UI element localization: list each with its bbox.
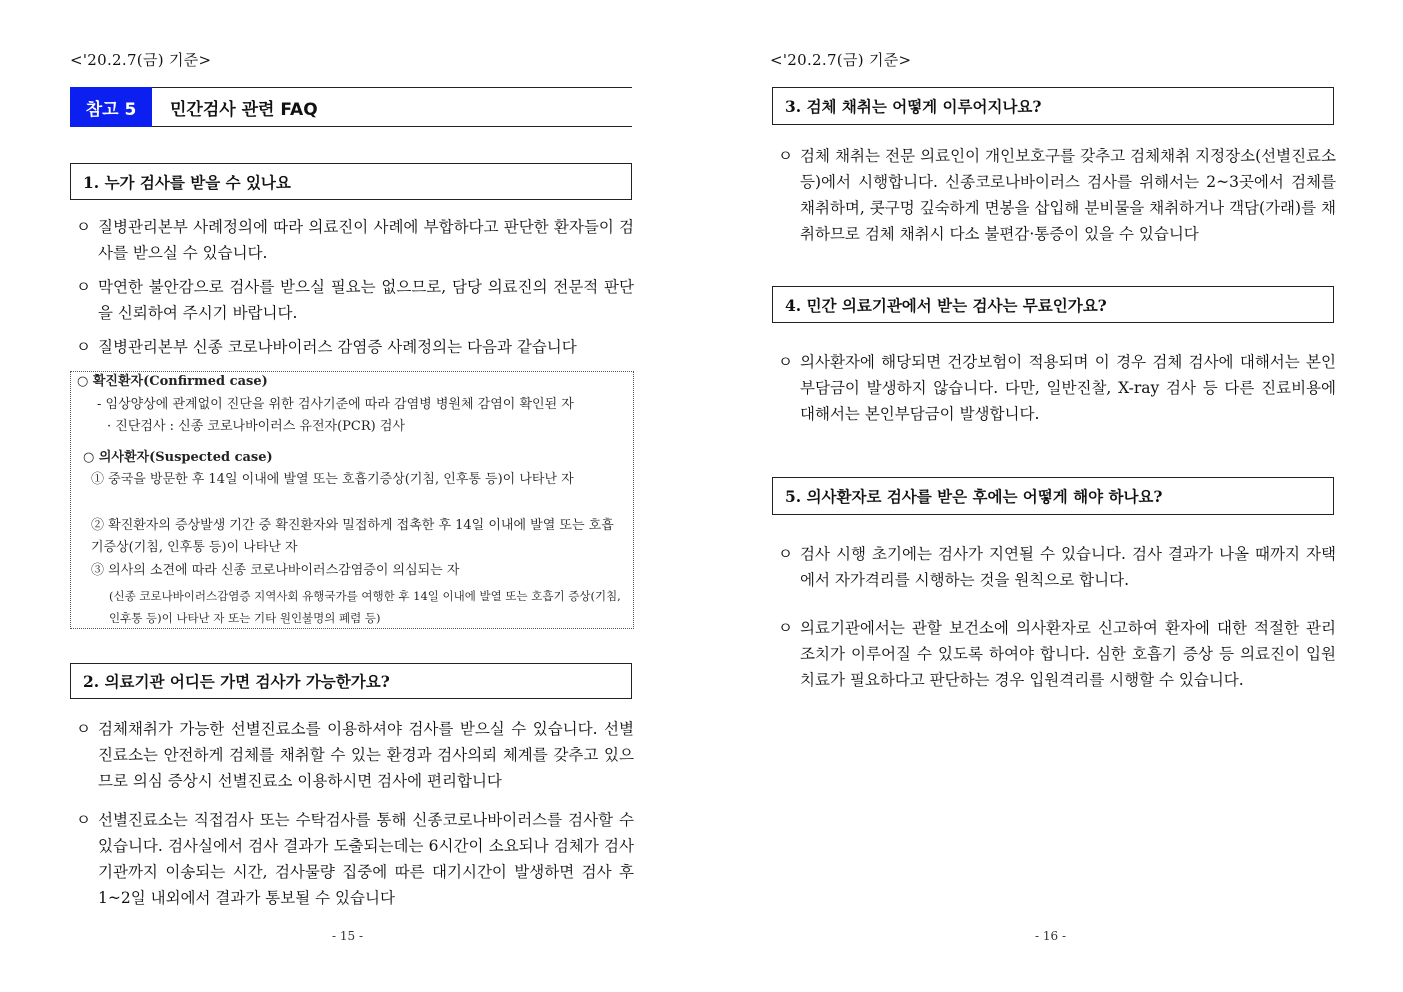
- bullet-icon: ㅇ: [778, 147, 793, 165]
- q4-item-1: ㅇ 의사환자에 해당되면 건강보험이 적용되며 이 경우 검체 검사에 대해서는 본인부담금이 발생하지 않습니다. 다만, 일반진찰, X-ray 검사 등 다른 진료비용에 대해서는 본인부담금이 발생합니다.: [778, 349, 1336, 427]
- bullet-icon: ㅇ: [76, 811, 91, 829]
- suspected-case-title: ○ 의사환자(Suspected case): [83, 450, 273, 465]
- bullet-icon: ㅇ: [778, 619, 793, 637]
- suspected-case-3: ③ 의사의 소견에 따라 신종 코로나바이러스감염증이 의심되는 자: [91, 563, 460, 578]
- q3-item-1: ㅇ 검체 채취는 전문 의료인이 개인보호구를 갖추고 검체채취 지정장소(선별진료소 등)에서 시행합니다. 신종코로나바이러스 검사를 위해서는 2~3곳에서 검체를 채취하며, 콧구멍 깊숙하게 면봉을 삽입해 분비물을 채취하거나 객담(가래)를 채취하므로 검체 채취시 다소 불편감·통증이 있을 수 있습니다: [778, 143, 1336, 247]
- left-date: <'20.2.7(금) 기준>: [70, 51, 212, 69]
- q5-item-2: ㅇ 의료기관에서는 관할 보건소에 의사환자로 신고하여 환자에 대한 적절한 관리 조치가 이루어질 수 있도록 하여야 합니다. 심한 호흡기 증상 등 의료진이 입원치료가 필요하다고 판단하는 경우 입원격리를 시행할 수 있습니다.: [778, 615, 1336, 693]
- suspected-case-2: ② 확진환자의 증상발생 기간 중 확진환자와 밀접하게 접촉한 후 14일 이내에 발열 또는 호흡기증상(기침, 인후통 등)이 나타난 자: [91, 518, 614, 555]
- q2-item-1: ㅇ 검체채취가 가능한 선별진료소를 이용하셔야 검사를 받으실 수 있습니다. 선별진료소는 안전하게 검체를 채취할 수 있는 환경과 검사의뢰 체계를 갖추고 있으므로 의심 증상시 선별진료소 이용하시면 검사에 편리합니다: [76, 716, 634, 794]
- confirmed-case-title: ○ 확진환자(Confirmed case): [77, 374, 268, 389]
- question-2-box: 2. 의료기관 어디든 가면 검사가 가능한가요?: [70, 663, 632, 699]
- bullet-icon: ㅇ: [76, 218, 91, 236]
- suspected-case-note: (신종 코로나바이러스감염증 지역사회 유행국가를 여행한 후 14일 이내에 발열 또는 호흡기 증상(기침, 인후통 등)이 나타난 자 또는 기타 원인불명의 폐렴 등): [109, 589, 621, 625]
- case-definition-box: [70, 371, 634, 629]
- bullet-icon: ㅇ: [76, 278, 91, 296]
- bullet-icon: ㅇ: [778, 545, 793, 563]
- bullet-icon: ㅇ: [778, 353, 793, 371]
- question-4-box: 4. 민간 의료기관에서 받는 검사는 무료인가요?: [772, 286, 1334, 323]
- question-5-box: 5. 의사환자로 검사를 받은 후에는 어떻게 해야 하나요?: [772, 477, 1334, 515]
- q1-item-2: ㅇ 막연한 불안감으로 검사를 받으실 필요는 없으므로, 담당 의료진의 전문적 판단을 신뢰하여 주시기 바랍니다.: [76, 274, 634, 326]
- suspected-case-1: ① 중국을 방문한 후 14일 이내에 발열 또는 호흡기증상(기침, 인후통 등)이 나타난 자: [91, 472, 574, 487]
- confirmed-case-line-1: - 임상양상에 관계없이 진단을 위한 검사기준에 따라 감염병 병원체 감염이 확인된 자: [97, 397, 574, 412]
- confirmed-case-line-2: · 진단검사 : 신종 코로나바이러스 유전자(PCR) 검사: [107, 419, 405, 434]
- page-number-left: - 15 -: [332, 929, 364, 943]
- right-date: <'20.2.7(금) 기준>: [770, 51, 912, 69]
- reference-tag: 참고 5: [70, 87, 152, 127]
- q5-item-1: ㅇ 검사 시행 초기에는 검사가 지연될 수 있습니다. 검사 결과가 나올 때까지 자택에서 자가격리를 시행하는 것을 원칙으로 합니다.: [778, 541, 1336, 593]
- q1-item-1: ㅇ 질병관리본부 사례정의에 따라 의료진이 사례에 부합하다고 판단한 환자들이 검사를 받으실 수 있습니다.: [76, 214, 634, 266]
- bullet-icon: ㅇ: [76, 720, 91, 738]
- page-number-right: - 16 -: [1035, 929, 1067, 943]
- question-3-box: 3. 검체 채취는 어떻게 이루어지나요?: [772, 87, 1334, 125]
- q1-item-3: ㅇ 질병관리본부 신종 코로나바이러스 감염증 사례정의는 다음과 같습니다: [76, 334, 634, 360]
- question-1-box: 1. 누가 검사를 받을 수 있나요: [70, 163, 632, 200]
- q2-item-2: ㅇ 선별진료소는 직접검사 또는 수탁검사를 통해 신종코로나바이러스를 검사할 수 있습니다. 검사실에서 검사 결과가 도출되는데는 6시간이 소요되나 검체가 검사기관까지 이송되는 시간, 검사물량 집중에 따른 대기시간이 발생하면 검사 후 1~2일 내외에서 결과가 통보될 수 있습니다: [76, 807, 634, 911]
- bullet-icon: ㅇ: [76, 338, 91, 356]
- page-title: 민간검사 관련 FAQ: [152, 87, 632, 127]
